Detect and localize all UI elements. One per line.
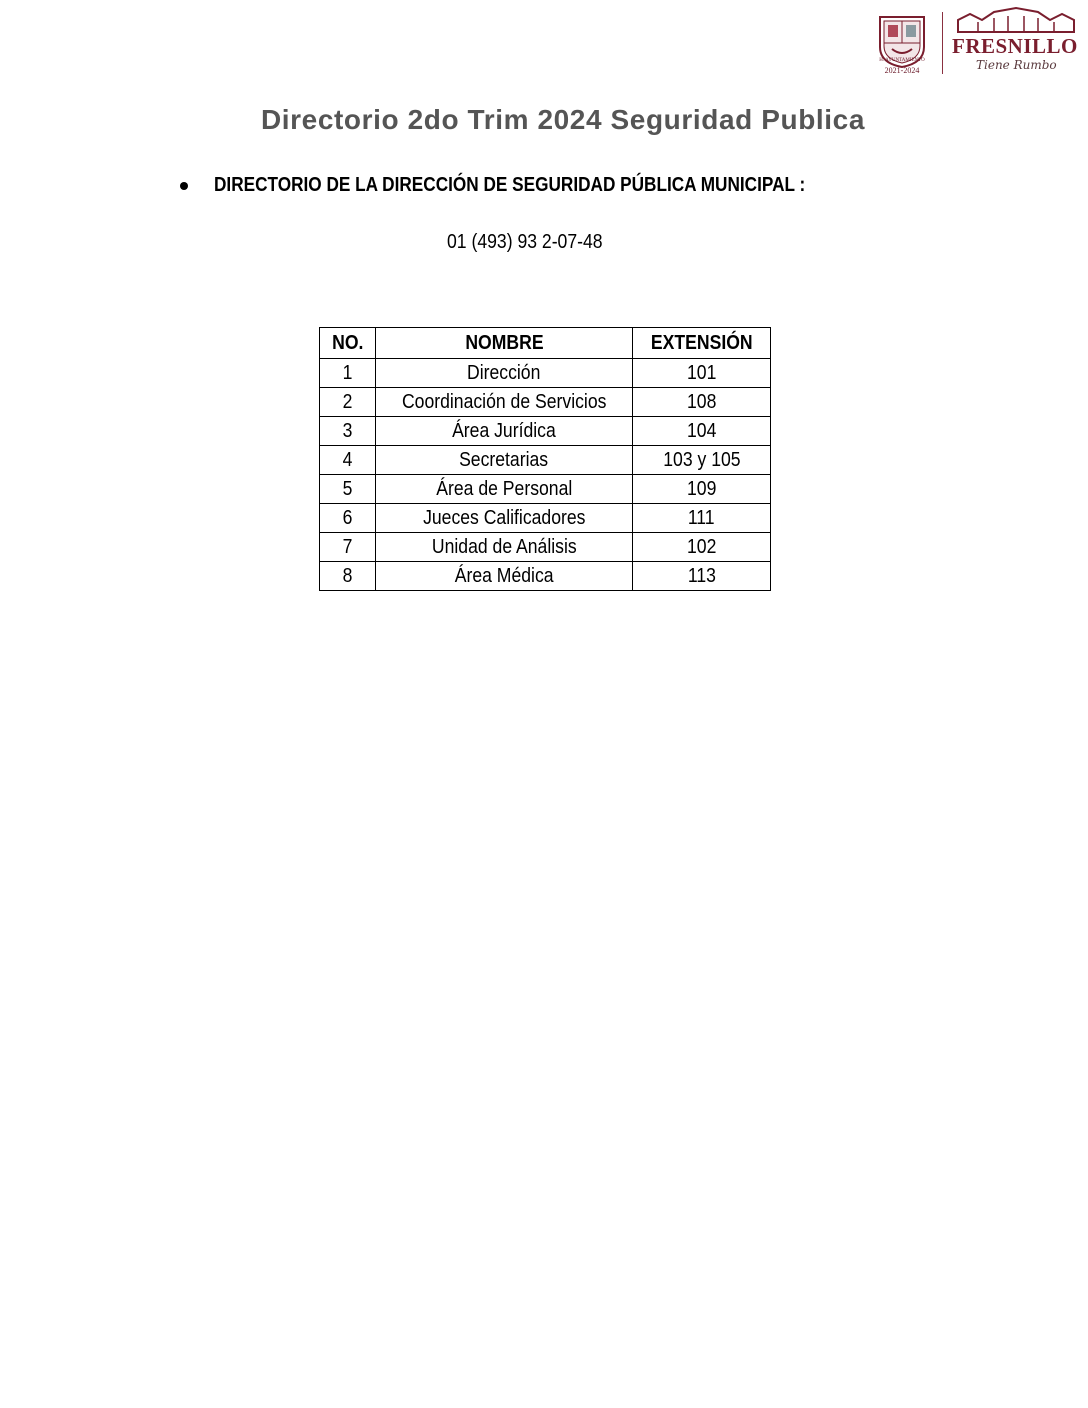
cell-nombre: [376, 388, 633, 417]
cell-nombre: [376, 562, 633, 591]
table-row: [320, 504, 771, 533]
cell-text: 108: [686, 390, 717, 413]
header-logos: [868, 6, 1084, 78]
table-row: [320, 359, 771, 388]
table-row: [320, 388, 771, 417]
cell-extension: [633, 388, 771, 417]
cell-no: [320, 504, 376, 533]
table-row: [320, 417, 771, 446]
table-row: [320, 533, 771, 562]
column-header-label: NOMBRE: [464, 331, 544, 354]
cell-text: 3: [342, 419, 353, 442]
cell-text: Unidad de Análisis: [431, 535, 577, 558]
column-header-nombre: [376, 328, 633, 359]
cell-text: 7: [342, 535, 353, 558]
cell-text: 6: [342, 506, 353, 529]
seal-years: 2021-2024: [884, 66, 920, 75]
column-header-label: EXTENSIÓN: [650, 331, 753, 354]
cell-no: [320, 475, 376, 504]
table-row: [320, 475, 771, 504]
brand-tagline: Tiene Rumbo: [976, 58, 1057, 72]
section-heading-item: [180, 174, 901, 197]
cell-nombre: [376, 446, 633, 475]
cell-text: Área de Personal: [435, 477, 572, 500]
cell-text: Área Médica: [454, 564, 554, 587]
column-header-label: NO.: [331, 331, 364, 354]
table-row: [320, 446, 771, 475]
cell-text: 8: [342, 564, 353, 587]
cell-text: 101: [686, 361, 717, 384]
brand-name: FRESNILLO: [952, 34, 1078, 58]
cell-text: Área Jurídica: [452, 419, 556, 442]
cell-text: Dirección: [467, 361, 541, 384]
cell-no: [320, 533, 376, 562]
cell-extension: [633, 475, 771, 504]
cell-text: 5: [342, 477, 353, 500]
cell-extension: [633, 562, 771, 591]
cell-text: 1: [342, 361, 353, 384]
cell-extension: [633, 533, 771, 562]
column-header-no: [320, 328, 376, 359]
cell-nombre: [376, 417, 633, 446]
building-icon: [948, 6, 1084, 36]
cell-text: Secretarias: [459, 448, 549, 471]
cell-text: 113: [687, 564, 716, 587]
cell-text: Coordinación de Servicios: [401, 390, 607, 413]
cell-no: [320, 417, 376, 446]
fresnillo-logo: [948, 6, 1084, 78]
section-heading: DIRECTORIO DE LA DIRECCIÓN DE SEGURIDAD PÚBLICA MUNICIPAL :: [214, 174, 806, 196]
cell-text: 109: [686, 477, 717, 500]
cell-text: 103 y 105: [662, 448, 741, 471]
cell-nombre: [376, 533, 633, 562]
cell-extension: [633, 446, 771, 475]
cell-extension: [633, 417, 771, 446]
cell-no: [320, 562, 376, 591]
seal-caption: H. AYUNTAMIENTO: [879, 58, 925, 63]
column-header-extension: [633, 328, 771, 359]
cell-nombre: [376, 359, 633, 388]
bullet-icon: [180, 182, 188, 190]
phone-number: 01 (493) 93 2-07-48: [447, 231, 603, 253]
cell-nombre: [376, 504, 633, 533]
directory-table: [319, 327, 771, 591]
cell-no: [320, 446, 376, 475]
table-row: [320, 562, 771, 591]
cell-no: [320, 388, 376, 417]
cell-text: 104: [686, 419, 717, 442]
cell-extension: [633, 359, 771, 388]
cell-no: [320, 359, 376, 388]
cell-text: 102: [686, 535, 717, 558]
cell-text: 2: [342, 390, 353, 413]
logo-divider: [942, 12, 943, 74]
cell-extension: [633, 504, 771, 533]
cell-text: 4: [342, 448, 353, 471]
cell-nombre: [376, 475, 633, 504]
cell-text: 111: [688, 506, 715, 529]
cell-text: Jueces Calificadores: [422, 506, 586, 529]
table-header-row: [320, 328, 771, 359]
document-title: Directorio 2do Trim 2024 Seguridad Publica: [260, 104, 866, 135]
